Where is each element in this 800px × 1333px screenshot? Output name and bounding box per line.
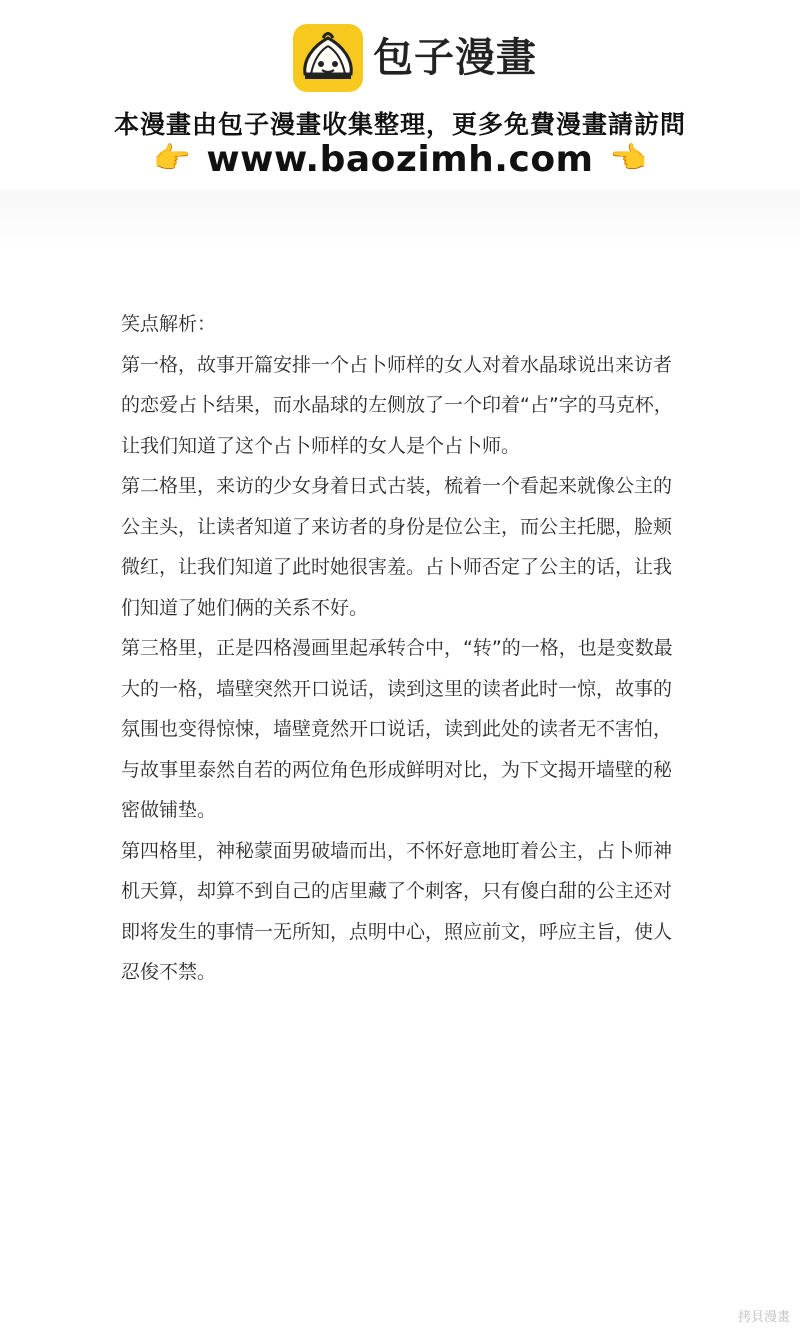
site-url-link[interactable]: www.baozimh.com bbox=[206, 138, 594, 180]
brand[interactable] bbox=[293, 24, 537, 92]
article-body bbox=[121, 304, 686, 993]
paragraph-panel-2: 第二格里，来访的少女身着日式古装，梳着一个看起来就像公主的公主头，让读者知道了来访者的身份是位公主，而公主托腮，脸颊微红，让我们知道了此时她很害羞。占卜师否定了公主的话，让我们知道了她们俩的关系不好。 bbox=[121, 475, 673, 619]
paragraph-panel-3: 第三格里，正是四格漫画里起承转合中，“转”的一格，也是变数最大的一格，墙壁突然开口说话，读到这里的读者此时一惊，故事的氛围也变得惊悚，墙壁竟然开口说话，读到此处的读者无不害怕，与故事里泰然自若的两位角色形成鲜明对比，为下文揭开墙壁的秘密做铺垫。 bbox=[121, 637, 673, 821]
pointing-left-hand-icon: 👈 bbox=[609, 141, 647, 176]
brand-name: 包子漫畫 bbox=[373, 35, 537, 81]
site-banner bbox=[0, 0, 800, 200]
paragraph-panel-1: 第一格，故事开篇安排一个占卜师样的女人对着水晶球说出来访者的恋爱占卜结果，而水晶球的左侧放了一个印着“占”字的马克杯，让我们知道了这个占卜师样的女人是个占卜师。 bbox=[121, 353, 673, 457]
banner-divider bbox=[0, 190, 800, 250]
promo-notice: 本漫畫由包子漫畫收集整理，更多免費漫畫請訪問 bbox=[113, 110, 686, 139]
url-row bbox=[0, 138, 800, 180]
watermark: 拷貝漫畫 bbox=[737, 1310, 790, 1325]
article-heading: 笑点解析： bbox=[121, 313, 217, 335]
bun-logo-icon bbox=[293, 24, 363, 92]
pointing-right-hand-icon: 👉 bbox=[153, 141, 191, 176]
paragraph-panel-4: 第四格里，神秘蒙面男破墙而出，不怀好意地盯着公主，占卜师神机天算，却算不到自己的店里藏了个刺客，只有傻白甜的公主还对即将发生的事情一无所知，点明中心，照应前文，呼应主旨，使人忍俊不禁。 bbox=[121, 839, 673, 983]
